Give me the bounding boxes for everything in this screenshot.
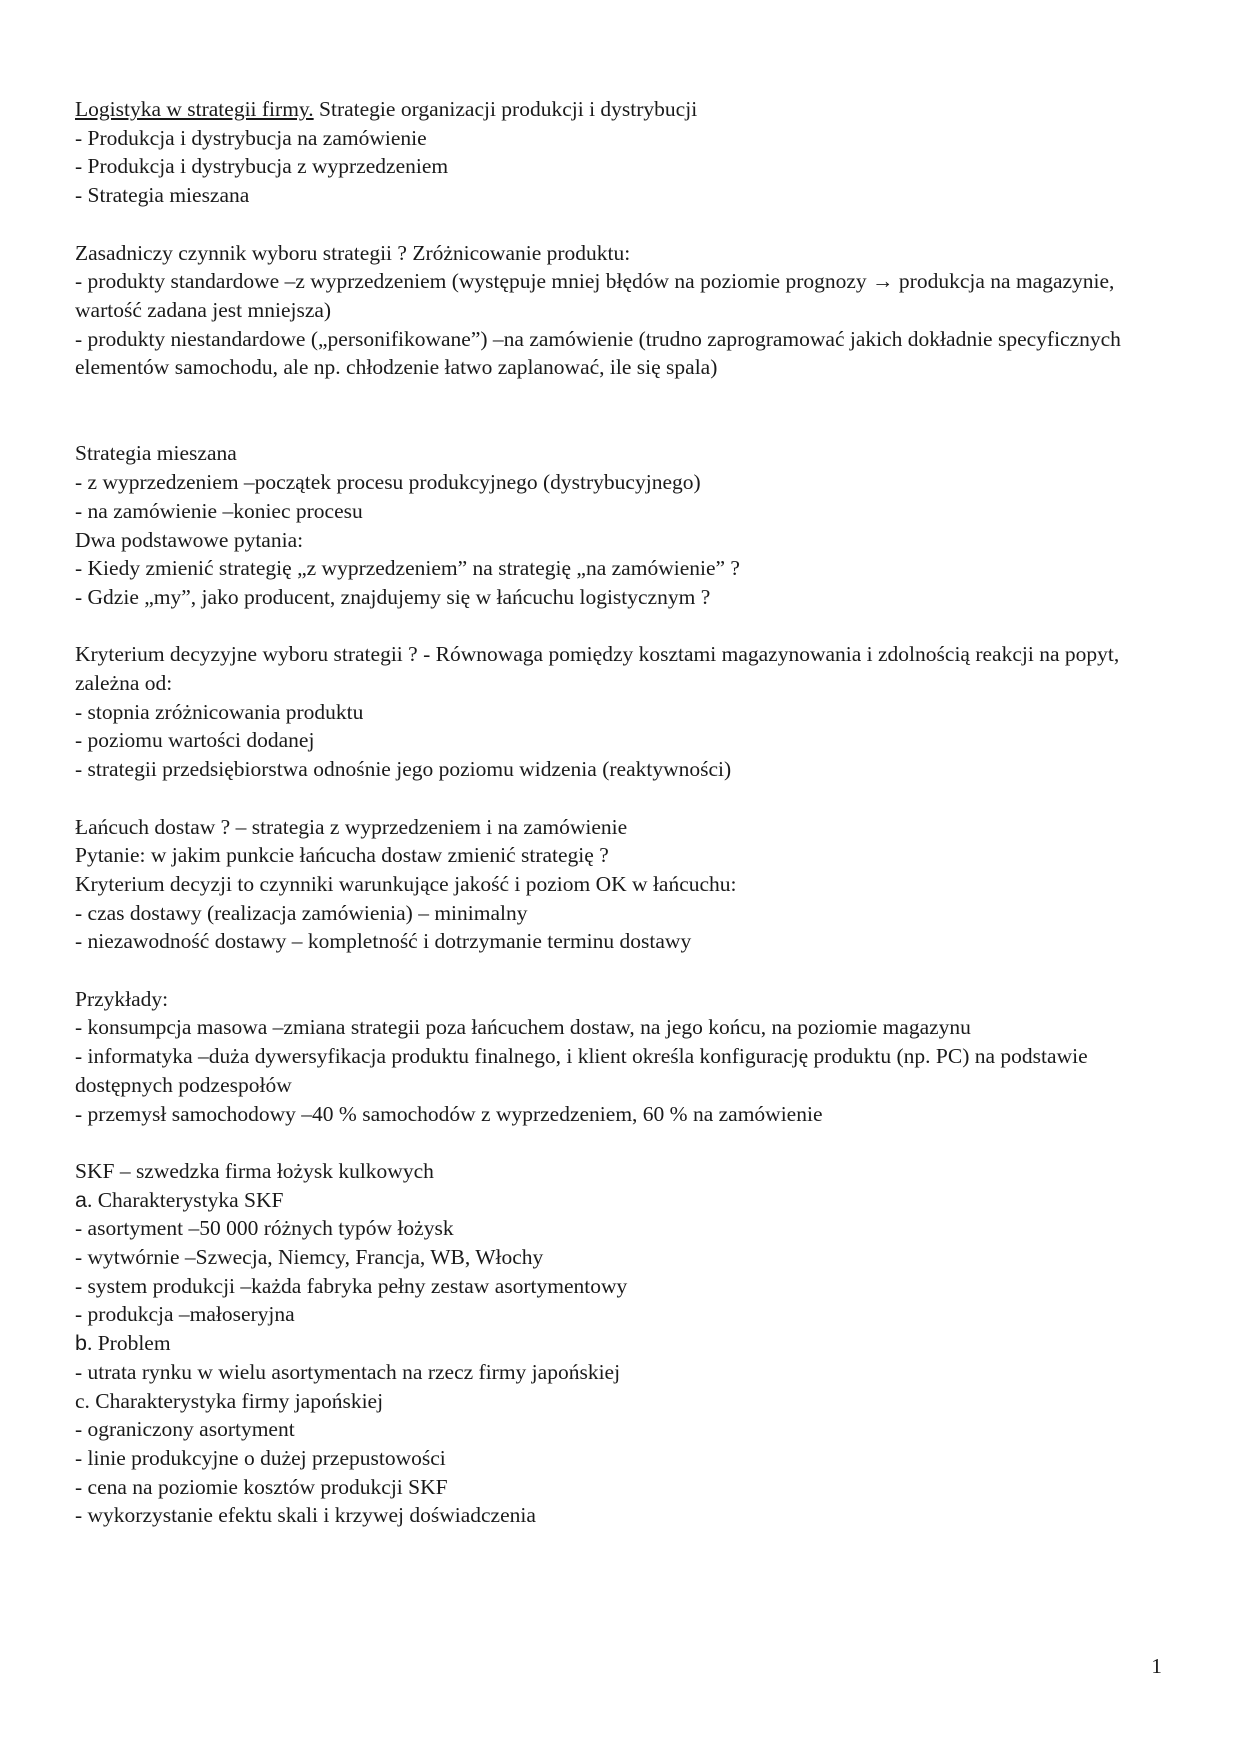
list-item: - produkty standardowe –z wyprzedzeniem (występuje mniej błędów na poziomie prognozy → produkcja na magazynie, wartość zadana jest mniejsza) bbox=[75, 269, 1115, 322]
list-item: - strategii przedsiębiorstwa odnośnie jego poziomu widzenia (reaktywności) bbox=[75, 757, 732, 782]
list-item: Pytanie: w jakim punkcie łańcucha dostaw zmienić strategię ? bbox=[75, 843, 609, 868]
list-item: - stopnia zróżnicowania produktu bbox=[75, 699, 364, 724]
list-item: - Produkcja i dystrybucja na zamówienie bbox=[75, 125, 427, 150]
list-item: - poziomu wartości dodanej bbox=[75, 728, 315, 753]
section-6-heading: Przykłady: bbox=[75, 986, 169, 1011]
section-4-heading: Kryterium decyzyjne wyboru strategii ? - Równowaga pomiędzy kosztami magazynowania i zdolnością reakcji na popyt, zależna od: bbox=[75, 642, 1120, 696]
section-2-heading: Zasadniczy czynnik wyboru strategii ? Zróżnicowanie produktu: bbox=[75, 240, 631, 265]
list-item: Łańcuch dostaw ? – strategia z wyprzedzeniem i na zamówienie bbox=[75, 814, 628, 839]
list-item: Dwa podstawowe pytania: bbox=[75, 527, 304, 552]
list-item: - konsumpcja masowa –zmiana strategii poza łańcuchem dostaw, na jego końcu, na poziomie magazynu bbox=[75, 1015, 971, 1040]
page-number: 1 bbox=[1151, 1654, 1162, 1678]
list-item: - Gdzie „my”, jako producent, znajdujemy się w łańcuchu logistycznym ? bbox=[75, 584, 711, 609]
subheading-b-letter: b bbox=[75, 1331, 87, 1356]
list-item: - ograniczony asortyment bbox=[75, 1417, 295, 1442]
section-1-title-rest: Strategie organizacji produkcji i dystrybucji bbox=[313, 97, 698, 121]
document-body bbox=[75, 95, 1175, 1530]
subheading-a bbox=[75, 1186, 1175, 1215]
subheading-a-letter: a bbox=[75, 1187, 87, 1212]
list-item: - czas dostawy (realizacja zamówienia) – minimalny bbox=[75, 900, 528, 925]
list-item: - utrata rynku w wielu asortymentach na rzecz firmy japońskiej bbox=[75, 1359, 621, 1384]
list-item: - Kiedy zmienić strategię „z wyprzedzeniem” na strategię „na zamówienie” ? bbox=[75, 556, 740, 581]
subheading-a-text: . Charakterystyka SKF bbox=[86, 1187, 284, 1212]
section-3-heading: Strategia mieszana bbox=[75, 441, 237, 466]
list-item: - na zamówienie –koniec procesu bbox=[75, 498, 363, 523]
section-1-title-underlined: Logistyka w strategii firmy. bbox=[75, 97, 314, 121]
list-item: - wytwórnie –Szwecja, Niemcy, Francja, WB, Włochy bbox=[75, 1245, 544, 1270]
list-item: - linie produkcyjne o dużej przepustowości bbox=[75, 1445, 446, 1470]
list-item: - produkty niestandardowe („personifikowane”) –na zamówienie (trudno zaprogramować jakich dokładnie specyficznych elementów samochodu, ale np. chłodzenie łatwo zaplanować, ile się spala) bbox=[75, 326, 1121, 380]
subheading-b bbox=[75, 1329, 1175, 1358]
list-item: - cena na poziomie kosztów produkcji SKF bbox=[75, 1474, 448, 1499]
list-item: - Strategia mieszana bbox=[75, 183, 250, 208]
subheading-c: c. Charakterystyka firmy japońskiej bbox=[75, 1388, 384, 1413]
list-item: - Produkcja i dystrybucja z wyprzedzeniem bbox=[75, 154, 449, 179]
list-item: - przemysł samochodowy –40 % samochodów z wyprzedzeniem, 60 % na zamówienie bbox=[75, 1101, 823, 1126]
list-item: - niezawodność dostawy – kompletność i dotrzymanie terminu dostawy bbox=[75, 929, 692, 954]
list-item: - produkcja –małoseryjna bbox=[75, 1302, 295, 1327]
list-item: - z wyprzedzeniem –początek procesu produkcyjnego (dystrybucyjnego) bbox=[75, 470, 701, 495]
list-item: - system produkcji –każda fabryka pełny zestaw asortymentowy bbox=[75, 1273, 628, 1298]
subheading-b-text: . Problem bbox=[86, 1331, 171, 1356]
list-item: - asortyment –50 000 różnych typów łożysk bbox=[75, 1216, 454, 1241]
section-1-title bbox=[75, 95, 1175, 124]
list-item: - wykorzystanie efektu skali i krzywej doświadczenia bbox=[75, 1503, 536, 1528]
list-item: - informatyka –duża dywersyfikacja produktu finalnego, i klient określa konfigurację produktu (np. PC) na podstawie dostępnych podzespołów bbox=[75, 1044, 1088, 1097]
section-7-heading: SKF – szwedzka firma łożysk kulkowych bbox=[75, 1158, 434, 1183]
list-item: Kryterium decyzji to czynniki warunkujące jakość i poziom OK w łańcuchu: bbox=[75, 871, 737, 896]
